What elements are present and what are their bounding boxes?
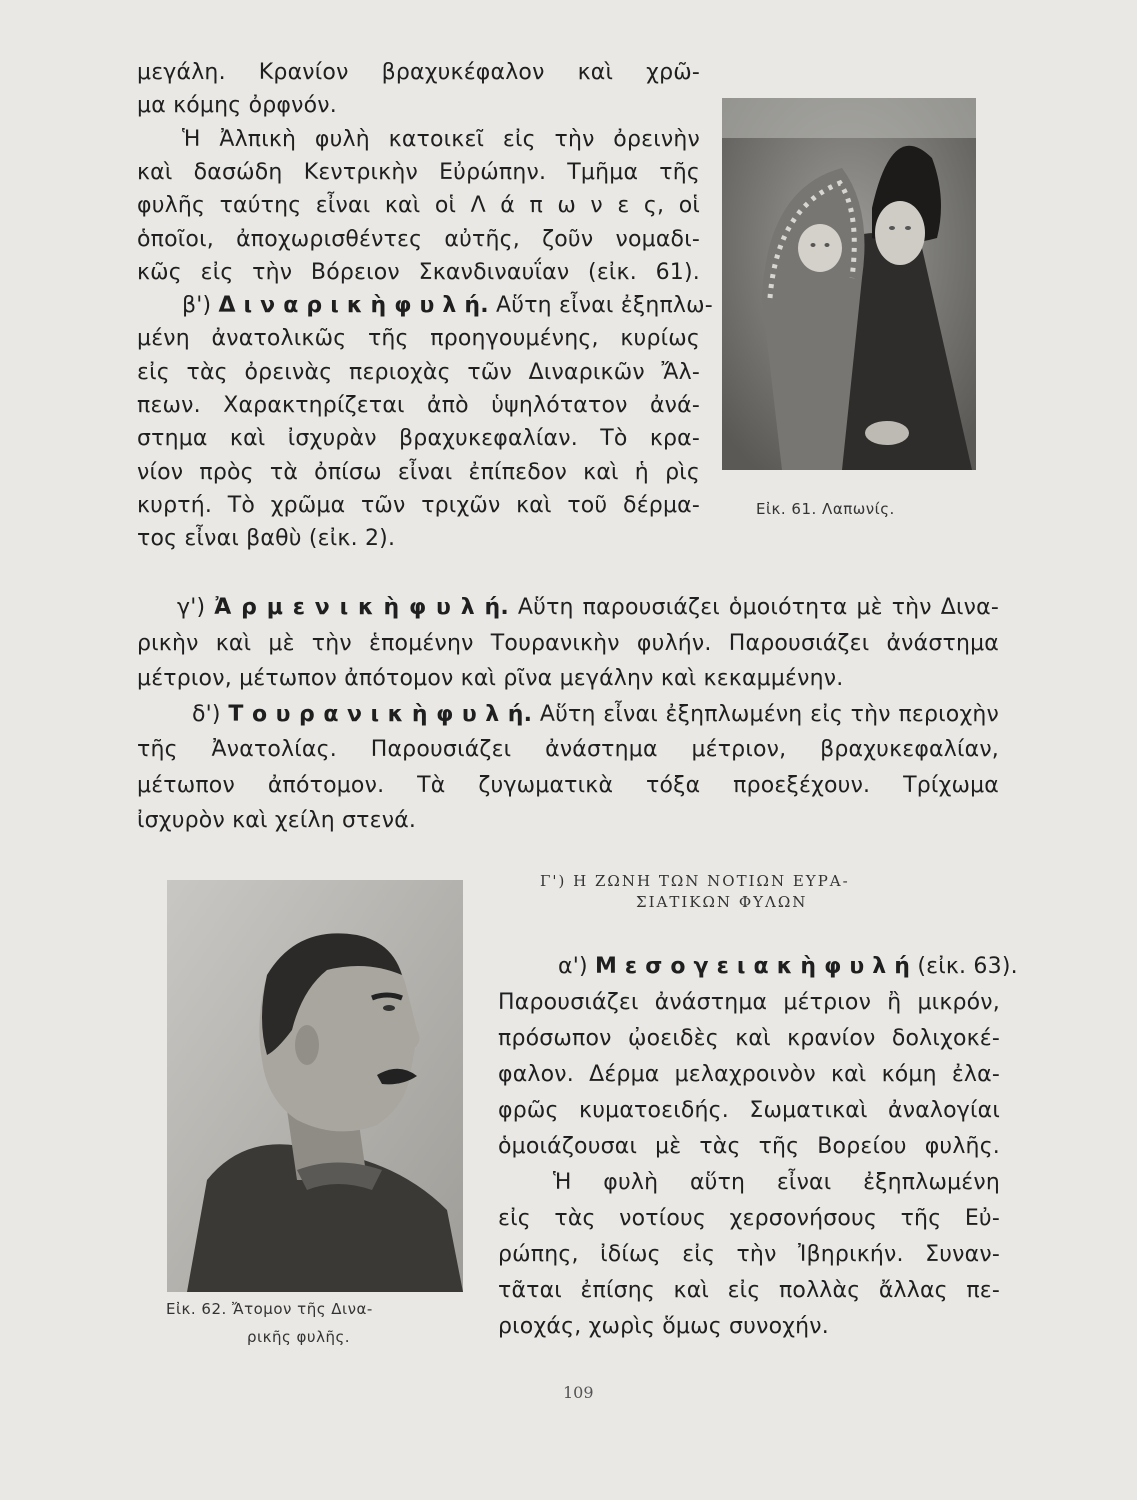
text-line: [558, 952, 1018, 982]
text-run: κυρτή. Τὸ χρῶμα τῶν τριχῶν καὶ τοῦ δέρμα-: [137, 492, 700, 518]
text-run: (εἰκ. 63).: [910, 954, 1018, 979]
text-run: πεων. Χαρακτηρίζεται ἀπὸ ὑψηλότατον ἀνά-: [137, 393, 700, 418]
text-run: εἰς τὰς ὀρεινὰς περιοχὰς τῶν Διναρικῶν Ἄλ-: [137, 359, 700, 385]
bold-term: Δ ι ν α ρ ι κ ὴ φ υ λ ή.: [218, 293, 489, 319]
text-line: [182, 125, 700, 155]
text-run: μέτριον, μέτωπον ἀπότομον καὶ ρῖνα μεγάλην καὶ κεκαμμένην.: [137, 666, 844, 691]
text-run: μα κόμης ὀρφνόν.: [137, 93, 337, 119]
text-line: [498, 1204, 1000, 1234]
section-heading-line-1: Γ') Η ΖΩΝΗ ΤΩΝ ΝΟΤΙΩΝ ΕΥΡΑ-: [540, 872, 850, 890]
text-run: κῶς εἰς τὴν Βόρειον Σκανδιναυΐαν (εἰκ. 61).: [137, 259, 700, 285]
text-run: τῆς Ἀνατολίας. Παρουσιάζει ἀνάστημα μέτριον, βραχυκεφαλίαν,: [137, 737, 999, 762]
text-line: [137, 735, 999, 765]
text-run: Αὕτη παρουσιάζει ὁμοιότητα μὲ τὴν Δινα-: [508, 595, 999, 620]
text-run: ρικὴν καὶ μὲ τὴν ἑπομένην Τουρανικὴν φυλήν. Παρουσιάζει ἀνάστημα: [137, 630, 999, 656]
text-line: [137, 491, 700, 521]
text-run: Ἡ φυλὴ αὕτη εἶναι ἐξηπλωμένη: [553, 1170, 1000, 1195]
text-run: ὁμοιάζουσαι μὲ τὰς τῆς Βορείου φυλῆς.: [498, 1134, 1000, 1159]
figure-62-photo: [167, 880, 463, 1292]
bold-term: Μ ε σ ο γ ε ι α κ ὴ φ υ λ ή: [594, 954, 911, 979]
text-line: [498, 1132, 1000, 1162]
text-run: μέτωπον ἀπότομον. Τὰ ζυγωματικὰ τόξα προεξέχουν. Τρίχωμα: [137, 772, 999, 798]
bold-term: Τ ο υ ρ α ν ι κ ὴ φ υ λ ή.: [228, 701, 533, 727]
text-line: [137, 629, 999, 659]
text-line: [498, 988, 1000, 1018]
text-line: [137, 458, 700, 488]
text-run: τᾶται ἐπίσης καὶ εἰς πολλὰς ἄλλας πε-: [498, 1278, 1000, 1303]
text-line: [137, 324, 700, 354]
text-run: ἰσχυρὸν καὶ χείλη στενά.: [137, 808, 417, 833]
figure-62-caption-line-1: Εἰκ. 62. Ἄτομον τῆς Δινα-: [166, 1300, 373, 1318]
bold-term: Ἀ ρ μ ε ν ι κ ὴ φ υ λ ή.: [214, 595, 509, 620]
text-run: στημα καὶ ἰσχυρὰν βραχυκεφαλίαν. Τὸ κρα-: [137, 426, 700, 452]
figure-61-photo: [722, 98, 976, 470]
text-line: [137, 391, 700, 421]
text-line: [192, 700, 999, 730]
text-line: [137, 424, 700, 454]
text-run: νίον πρὸς τὰ ὀπίσω εἶναι ἐπίπεδον καὶ ἡ ρὶς: [137, 459, 700, 485]
text-line: [498, 1096, 1000, 1126]
figure-62-caption-line-2: ρικῆς φυλῆς.: [247, 1328, 351, 1346]
text-line: [137, 225, 700, 255]
text-run: φαλον. Δέρμα μελαχροινὸν καὶ κόμη ἐλα-: [498, 1062, 1000, 1087]
text-line: [137, 158, 700, 188]
text-line: [498, 1276, 1000, 1306]
dinaric-man-portrait: [167, 880, 463, 1292]
lapp-woman-image: [722, 98, 976, 470]
text-line: [137, 258, 700, 288]
text-run: εἰς τὰς νοτίους χερσονήσους τῆς Εὐ-: [498, 1206, 1000, 1231]
text-line: [137, 771, 999, 801]
text-run: ρώπης, ἰδίως εἰς τὴν Ἰβηρικήν. Συναν-: [498, 1242, 1000, 1267]
text-line: [137, 664, 843, 694]
text-run: γ'): [177, 595, 215, 620]
text-run: Παρουσιάζει ἀνάστημα μέτριον ἢ μικρόν,: [498, 990, 1000, 1015]
text-line: [137, 358, 700, 388]
text-line: [498, 1312, 829, 1342]
text-run: Αὕτη εἶναι ἐξηπλωμένη εἰς τὴν περιοχὴν: [532, 701, 999, 727]
figure-61-caption: [756, 500, 895, 518]
text-run: ὁποῖοι, ἀποχωρισθέντες αὐτῆς, ζοῦν νομαδι-: [137, 226, 700, 252]
text-run: Ἡ Ἀλπικὴ φυλὴ κατοικεῖ εἰς τὴν ὀρεινὴν: [182, 126, 700, 152]
text-line: [137, 58, 700, 88]
caption-line: Εἰκ. 61. Λαπωνίς.: [756, 500, 895, 518]
text-run: μένη ἀνατολικῶς τῆς προηγουμένης, κυρίως: [137, 326, 700, 352]
text-line: [137, 806, 416, 836]
text-line: [137, 524, 395, 554]
page-number: 109: [563, 1383, 594, 1402]
text-line: [182, 291, 713, 321]
text-run: ριοχάς, χωρὶς ὅμως συνοχήν.: [498, 1314, 829, 1339]
text-line: [498, 1024, 1000, 1054]
text-line: [553, 1168, 1000, 1198]
text-line: [137, 91, 337, 121]
text-run: β'): [182, 293, 219, 319]
text-run: Αὕτη εἶναι ἐξηπλω-: [488, 293, 713, 319]
text-line: [137, 191, 700, 221]
text-run: δ'): [192, 701, 229, 727]
text-run: φρῶς κυματοειδής. Σωματικαὶ ἀναλογίαι: [498, 1098, 1000, 1123]
text-run: πρόσωπον ᾠοειδὲς καὶ κρανίον δολιχοκέ-: [498, 1026, 1000, 1051]
text-run: α'): [558, 954, 595, 979]
text-line: [498, 1060, 1000, 1090]
text-run: φυλῆς ταύτης εἶναι καὶ οἱ Λ ά π ω ν ε ς, οἱ: [137, 193, 700, 219]
text-run: μεγάλη. Κρανίον βραχυκέφαλον καὶ χρῶ-: [137, 60, 700, 85]
text-line: [498, 1240, 1000, 1270]
text-line: [177, 593, 999, 623]
text-run: καὶ δασώδη Κεντρικὴν Εὐρώπην. Τμῆμα τῆς: [137, 159, 700, 185]
section-heading-line-2: ΣΙΑΤΙΚΩΝ ΦΥΛΩΝ: [636, 893, 808, 911]
text-run: τος εἶναι βαθὺ (εἰκ. 2).: [137, 526, 396, 552]
